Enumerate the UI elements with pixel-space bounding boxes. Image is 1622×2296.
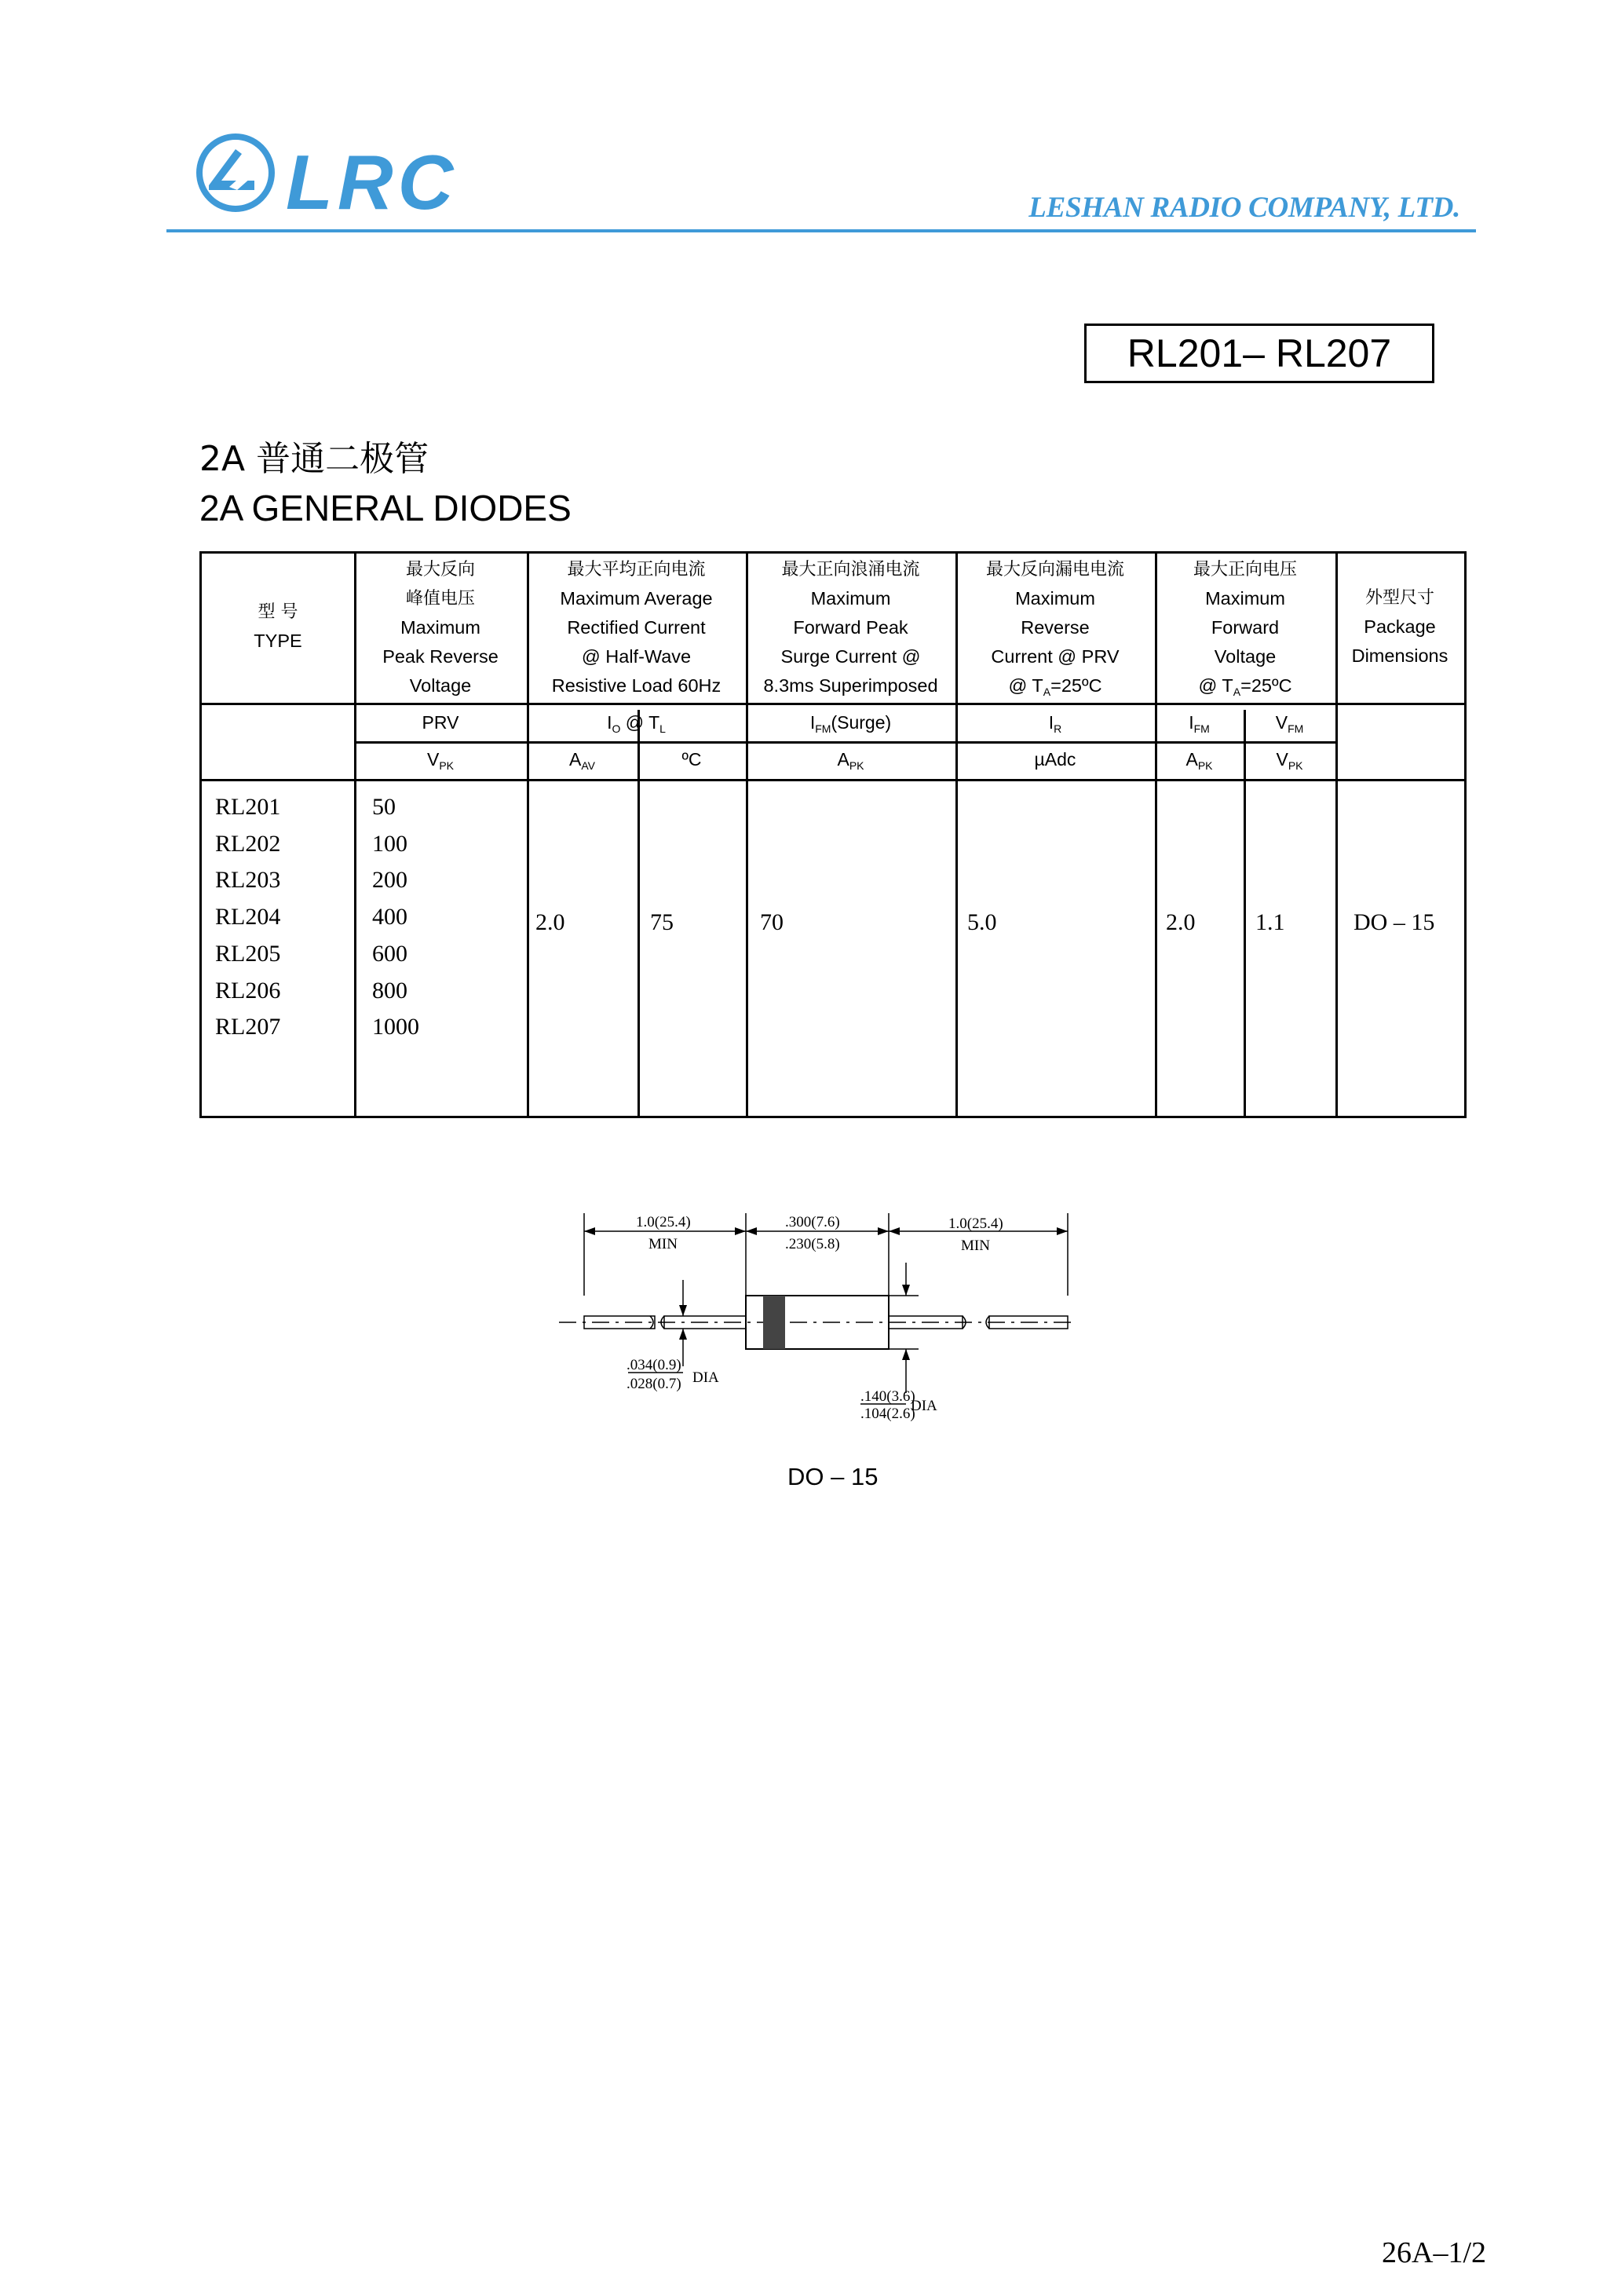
header-vf: 最大正向电压 Maximum Forward Voltage @ $T_A=25ºC$ [1193, 560, 1297, 698]
dim-body-dia-min: .104(2.6) [860, 1406, 915, 1421]
symbol-vfm: $V_{FM}$ [1275, 712, 1304, 735]
package-caption: DO – 15 [787, 1463, 879, 1490]
dim-lead-min: MIN [648, 1236, 678, 1252]
svg-text:LRC: LRC [286, 139, 458, 221]
unit-vpk-vfm: $V_{PK}$ [1276, 749, 1303, 772]
package-value: DO – 15 [1353, 909, 1435, 935]
type-list [215, 789, 280, 1046]
header-ir: 最大反向漏电电流 Maximum Reverse Current @ PRV @ $T_A=25ºC$ [985, 560, 1124, 698]
symbol-ifsm: $I_{FM}(Surge)$ [809, 712, 892, 735]
prv-item: 400 [372, 904, 407, 930]
dim-body-min: .230(5.8) [785, 1236, 840, 1252]
dim-lead-length: 1.0(25.4) [636, 1214, 691, 1230]
ifsm-value: 70 [760, 909, 784, 935]
type-item: RL206 [215, 977, 281, 1004]
header-prv: 最大反向 峰值电压 Maximum Peak Reverse Voltage [382, 560, 499, 696]
lrc-logo-icon [188, 127, 471, 221]
prv-item: 800 [372, 977, 407, 1004]
dim-body-max: .300(7.6) [785, 1214, 840, 1230]
unit-apk: $A_{PK}$ [837, 749, 864, 772]
dim-body-dia-label: DIA [911, 1398, 937, 1414]
unit-uadc: µAdc [1034, 749, 1076, 770]
spec-table [199, 551, 1467, 1118]
type-item: RL203 [215, 867, 281, 894]
part-range-box: RL201– RL207 [1084, 324, 1434, 383]
page-number: 26A–1/2 [1382, 2236, 1486, 2269]
type-item: RL202 [215, 830, 281, 857]
dim-lead-dia-max: .034(0.9) [627, 1357, 681, 1373]
prv-item: 50 [372, 794, 396, 820]
prv-item: 600 [372, 940, 407, 967]
company-name: LESHAN RADIO COMPANY, LTD. [1028, 192, 1460, 224]
unit-degc: ºC [681, 749, 702, 770]
unit-vpk: $V_{PK}$ [426, 749, 455, 772]
header-package: 外型尺寸 Package Dimensions [1351, 588, 1448, 666]
symbol-ir: $I_R$ [1048, 712, 1062, 735]
title-english: 2A GENERAL DIODES [199, 488, 572, 528]
symbol-ifm: $I_{FM}$ [1189, 712, 1210, 735]
type-item: RL201 [215, 794, 281, 820]
type-item: RL205 [215, 940, 281, 967]
company-logo [188, 127, 471, 225]
dim-body-dia-max: .140(3.6) [860, 1388, 915, 1405]
dim-lead-length-right: 1.0(25.4) [948, 1216, 1003, 1232]
type-item: RL204 [215, 904, 281, 930]
dim-lead-dia-min: .028(0.7) [627, 1376, 681, 1392]
tl-value: 75 [650, 909, 674, 935]
header-ifsm: 最大正向浪涌电流 Maximum Forward Peak Surge Current @ 8.3ms Superimposed [763, 560, 938, 696]
ifm-value: 2.0 [1166, 909, 1196, 935]
io-value: 2.0 [535, 909, 565, 935]
dim-lead-dia-label: DIA [692, 1369, 719, 1386]
vfm-value: 1.1 [1255, 909, 1285, 935]
prv-item: 100 [372, 830, 407, 857]
prv-item: 1000 [372, 1014, 419, 1040]
prv-list [372, 789, 419, 1046]
unit-aav: $A_{AV}$ [569, 749, 595, 772]
prv-item: 200 [372, 867, 407, 894]
header-rule [166, 229, 1476, 232]
symbol-io: $I_O$ @ $T_L$ [607, 712, 666, 735]
header-type: 型 号 TYPE [254, 602, 302, 651]
dim-lead-min-right: MIN [961, 1238, 990, 1254]
title-chinese: 2A 普通二极管 [199, 439, 429, 479]
ir-value: 5.0 [967, 909, 997, 935]
header-io: 最大平均正向电流 Maximum Average Rectified Current @ Half-Wave Resistive Load 60Hz [551, 560, 721, 696]
package-outline-drawing [550, 1201, 1083, 1425]
symbol-prv: PRV [422, 712, 459, 733]
unit-apk-ifm: $A_{PK}$ [1185, 749, 1213, 772]
type-item: RL207 [215, 1014, 281, 1040]
